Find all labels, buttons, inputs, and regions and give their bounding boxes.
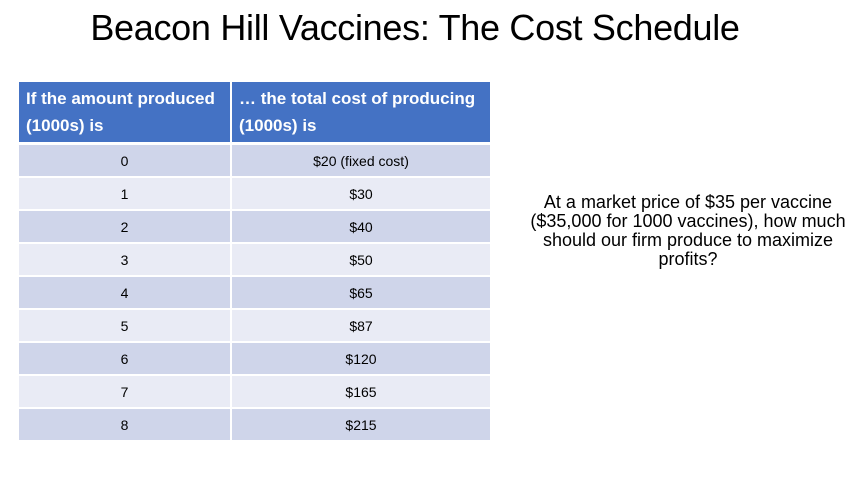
cost-cell: $87	[231, 309, 490, 342]
table-row	[19, 342, 490, 375]
table-row	[19, 276, 490, 309]
cost-cell: $165	[231, 375, 490, 408]
table-row	[19, 243, 490, 276]
amount-cell: 8	[19, 408, 231, 441]
table-row	[19, 144, 490, 178]
table-row	[19, 408, 490, 441]
amount-cell: 0	[19, 144, 231, 178]
cost-cell: $30	[231, 177, 490, 210]
amount-cell: 5	[19, 309, 231, 342]
cost-cell: $40	[231, 210, 490, 243]
amount-cell: 2	[19, 210, 231, 243]
cost-cell: $50	[231, 243, 490, 276]
cost-cell: $20 (fixed cost)	[231, 144, 490, 178]
cost-cell: $65	[231, 276, 490, 309]
cost-cell: $120	[231, 342, 490, 375]
table-row	[19, 210, 490, 243]
header-total-cost: … the total cost of producing (1000s) is	[231, 82, 490, 144]
amount-cell: 4	[19, 276, 231, 309]
table-row	[19, 375, 490, 408]
amount-cell: 1	[19, 177, 231, 210]
table-header-row	[19, 82, 490, 144]
amount-cell: 7	[19, 375, 231, 408]
amount-cell: 6	[19, 342, 231, 375]
cost-schedule-table	[19, 82, 490, 442]
amount-cell: 3	[19, 243, 231, 276]
table-row	[19, 309, 490, 342]
market-price-question: At a market price of $35 per vaccine ($35,000 for 1000 vaccines), how much should our firm produce to maximize profits?	[530, 192, 846, 269]
table-row	[19, 177, 490, 210]
cost-cell: $215	[231, 408, 490, 441]
slide-title: Beacon Hill Vaccines: The Cost Schedule	[90, 7, 740, 48]
header-amount-produced: If the amount produced (1000s) is	[19, 82, 231, 144]
